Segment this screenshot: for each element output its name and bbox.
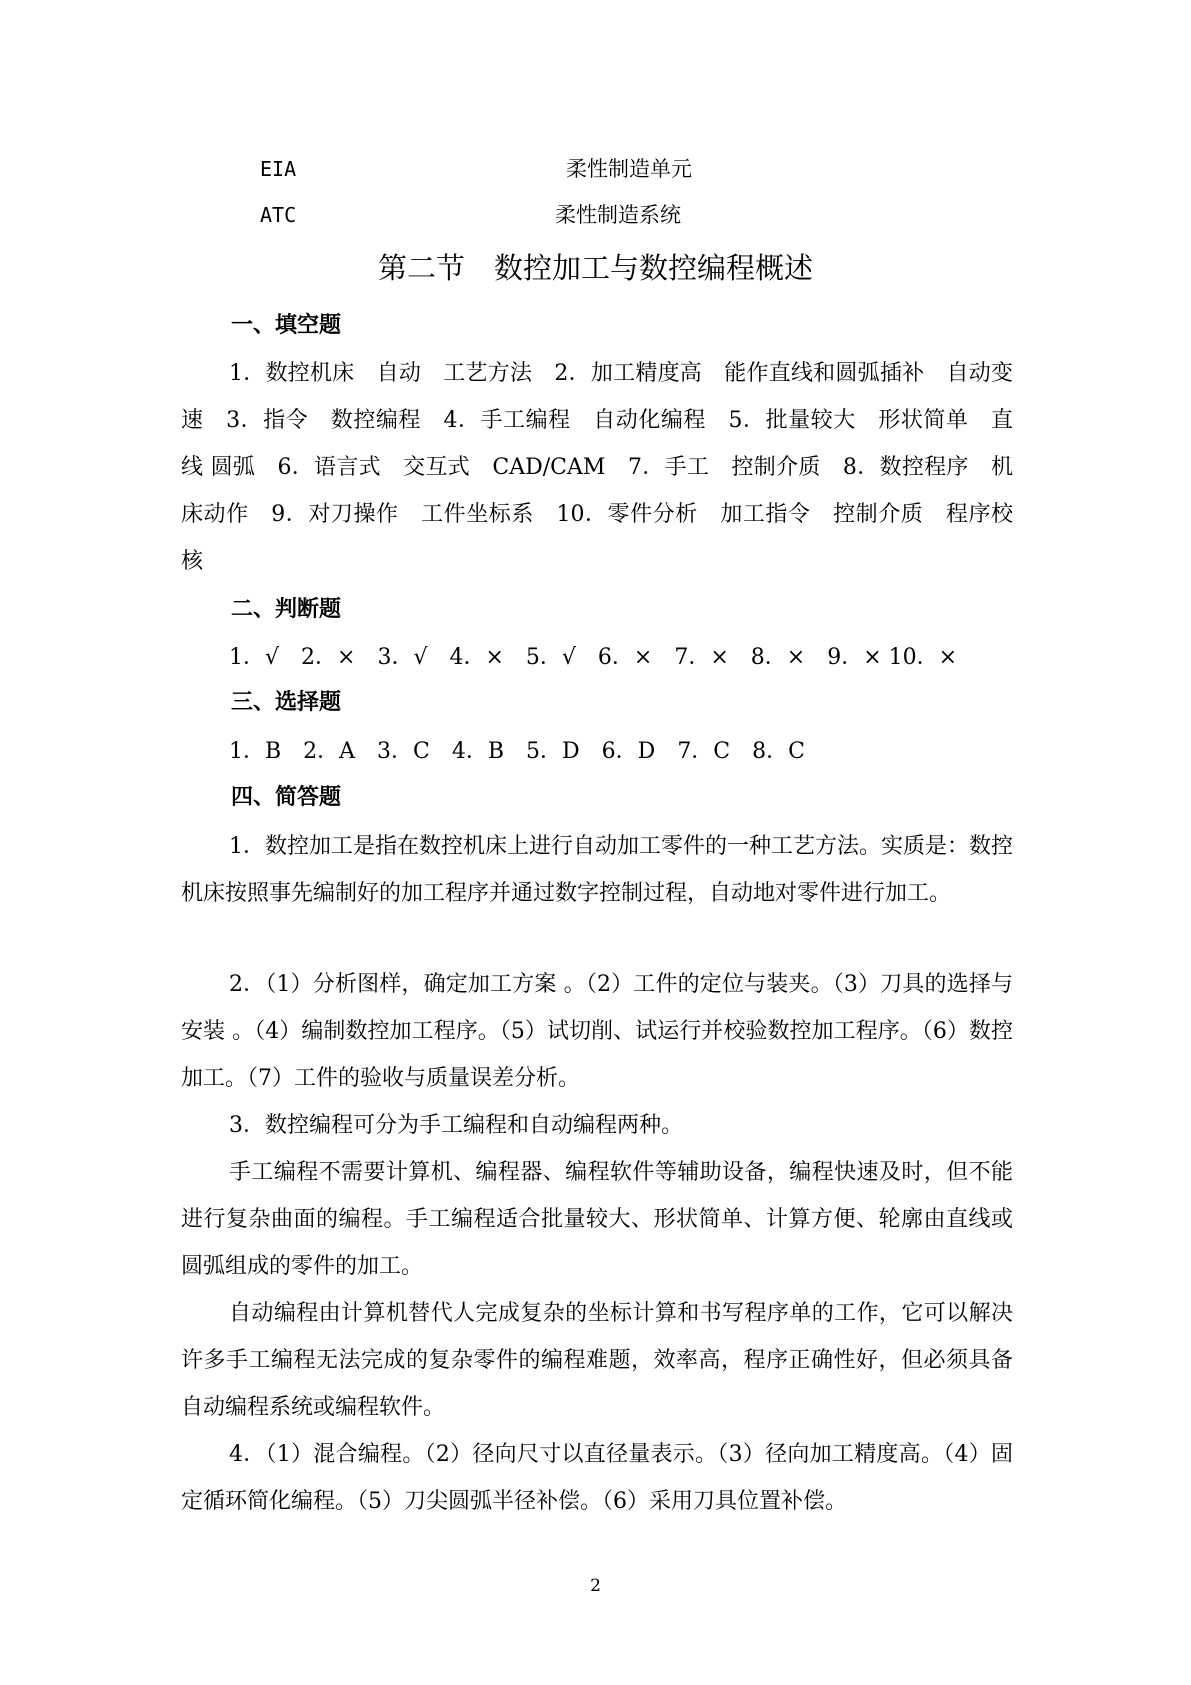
abbreviation-code: EIA (260, 157, 297, 181)
abbreviation-term: 柔性制造单元 (566, 157, 692, 181)
short-answer-paragraph: 1．数控加工是指在数控机床上进行自动加工零件的一种工艺方法。实质是：数控机床按照事先编制好的加工程序并通过数字控制过程，自动地对零件进行加工。 (181, 834, 1013, 906)
short-answer-paragraph: 4．（1）混合编程。（2）径向尺寸以直径量表示。（3）径向加工精度高。（4）固定循环简化编程。（5）刀尖圆弧半径补偿。（6）采用刀具位置补偿。 (181, 1442, 1013, 1514)
abbreviation-code: ATC (260, 203, 297, 227)
abbreviation-term: 柔性制造系统 (555, 203, 681, 227)
true-false-answers: 1．√ 2．× 3．√ 4．× 5．√ 6．× 7．× 8．× 9．× 10．× (229, 645, 958, 670)
section-title: 第二节 数控加工与数控编程概述 (377, 251, 813, 285)
short-answer-paragraph: 手工编程不需要计算机、编程器、编程软件等辅助设备，编程快速及时，但不能进行复杂曲面的编程。手工编程适合批量较大、形状简单、计算方便、轮廓由直线或圆弧组成的零件的加工。 (181, 1160, 1013, 1279)
page-number: 2 (590, 1576, 601, 1596)
fill-blank-heading: 一、填空题 (231, 313, 342, 338)
short-answer-heading: 四、简答题 (231, 785, 342, 810)
fill-blank-answers: 1．数控机床 自动 工艺方法 2．加工精度高 能作直线和圆弧插补 自动变速 3．指令 数控编程 4．手工编程 自动化编程 5．批量较大 形状简单 直线 圆弧 6．语言式 交互式 CAD/CAM 7．手工 控制介质 8．数控程序 机床动作 9．对刀操作 工件坐标系 10．零件分析 加工指令 控制介质 程序校核 (181, 361, 1013, 574)
short-answer-paragraph: 2．（1）分析图样，确定加工方案 。（2）工件的定位与装夹。（3）刀具的选择与安装 。（4）编制数控加工程序。（5）试切削、试运行并校验数控加工程序。（6）数控加工。（7）工件的验收与质量误差分析。 (181, 972, 1013, 1091)
multiple-choice-heading: 三、选择题 (231, 690, 342, 715)
short-answer-paragraph: 3．数控编程可分为手工编程和自动编程两种。 (229, 1113, 683, 1138)
true-false-heading: 二、判断题 (231, 597, 342, 622)
multiple-choice-answers: 1．B 2．A 3．C 4．B 5．D 6．D 7．C 8．C (229, 739, 805, 764)
short-answer-paragraph: 自动编程由计算机替代人完成复杂的坐标计算和书写程序单的工作，它可以解决许多手工编程无法完成的复杂零件的编程难题，效率高，程序正确性好，但必须具备自动编程系统或编程软件。 (181, 1301, 1013, 1420)
